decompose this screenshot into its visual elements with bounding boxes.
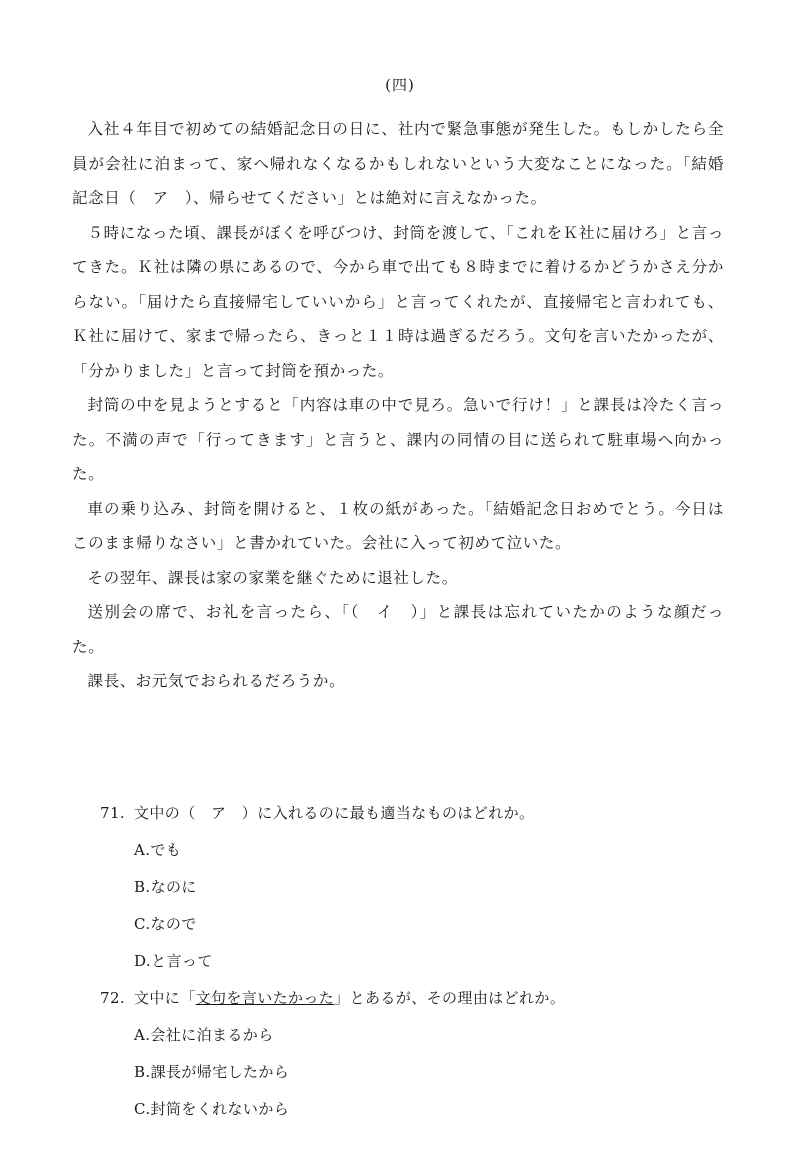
underlined-quote: 文句を言いたかった [195,989,335,1007]
question-stem [100,795,740,832]
passage-paragraph-7: 課長、お元気でおられるだろうか。 [87,672,346,690]
section-title: (四) [385,76,415,94]
option-text: 課長が帰宅したから [150,1063,290,1081]
reading-passage [72,112,724,699]
passage-paragraph-3: 封筒の中を見ようとすると「内容は車の中で見ろ。急いで行け！」と課長は冷たく言った。不満の声で「行ってきます」と言うと、課内の同情の目に送られて駐車場へ向かった。 [72,396,724,483]
question-text-after: 」とあるが、その理由はどれか。 [334,989,566,1007]
passage-paragraph-5: その翌年、課長は家の家業を継ぐために退社した。 [87,568,458,587]
option-list [100,832,740,980]
passage-paragraph-4: 車の乗り込み、封筒を開けると、１枚の紙があった。「結婚記念日おめでとう。今日はこのまま帰りなさい」と書かれていた。会社に入って初めて泣いた。 [72,499,724,552]
option-text: でも [150,841,182,859]
question-text: 文中の（ ア ）に入れるのに最も適当なものはどれか。 [134,804,535,822]
passage-paragraph-2: ５時になった頃、課長がぼくを呼びつけ、封筒を渡して、「これをＫ社に届けろ」と言ってきた。Ｋ社は隣の県にあるので、今から車で出ても８時までに着けるかどうかさえ分からない。「届けたら直接帰宅していいから」と言ってくれたが、直接帰宅と言われても、Ｋ社に届けて、家まで帰ったら、きっと１１時は過ぎるだろう。文句を言いたかったが、「分かりました」と言って封筒を預かった。 [72,223,724,380]
question-71 [100,795,740,980]
option-b[interactable] [134,869,740,906]
question-text-before: 文中に「 [134,989,196,1007]
option-letter: C. [134,915,151,933]
question-number: 71. [100,804,126,822]
option-a[interactable] [134,832,740,869]
option-text: 会社に泊まるから [150,1026,274,1044]
option-letter: B. [134,878,151,896]
passage-paragraph-1: 入社４年目で初めての結婚記念日の日に、社内で緊急事態が発生した。もしかしたら全員が会社に泊まって、家へ帰れなくなるかもしれないという大変なことになった。「結婚記念日（ ア ）、帰らせてください」とは絶対に言えなかった。 [72,120,724,207]
option-c[interactable] [134,906,740,943]
option-letter: B. [134,1063,151,1081]
question-stem [100,980,740,1017]
option-letter: A. [134,841,151,859]
option-b[interactable] [134,1054,740,1091]
option-text: なので [150,915,197,933]
option-text: 封筒をくれないから [150,1100,290,1118]
option-c[interactable] [134,1091,740,1128]
option-letter: D. [134,952,152,970]
option-text: と言って [151,952,213,970]
question-list [100,795,740,1128]
question-72 [100,980,740,1128]
option-list [100,1017,740,1128]
option-letter: C. [134,1100,151,1118]
option-text: なのに [150,878,197,896]
option-d[interactable] [134,943,740,980]
question-number: 72. [100,989,126,1007]
passage-paragraph-6: 送別会の席で、お礼を言ったら、「（ イ ）」と課長は忘れていたかのような顔だった。 [72,603,724,656]
option-a[interactable] [134,1017,740,1054]
option-letter: A. [134,1026,151,1044]
